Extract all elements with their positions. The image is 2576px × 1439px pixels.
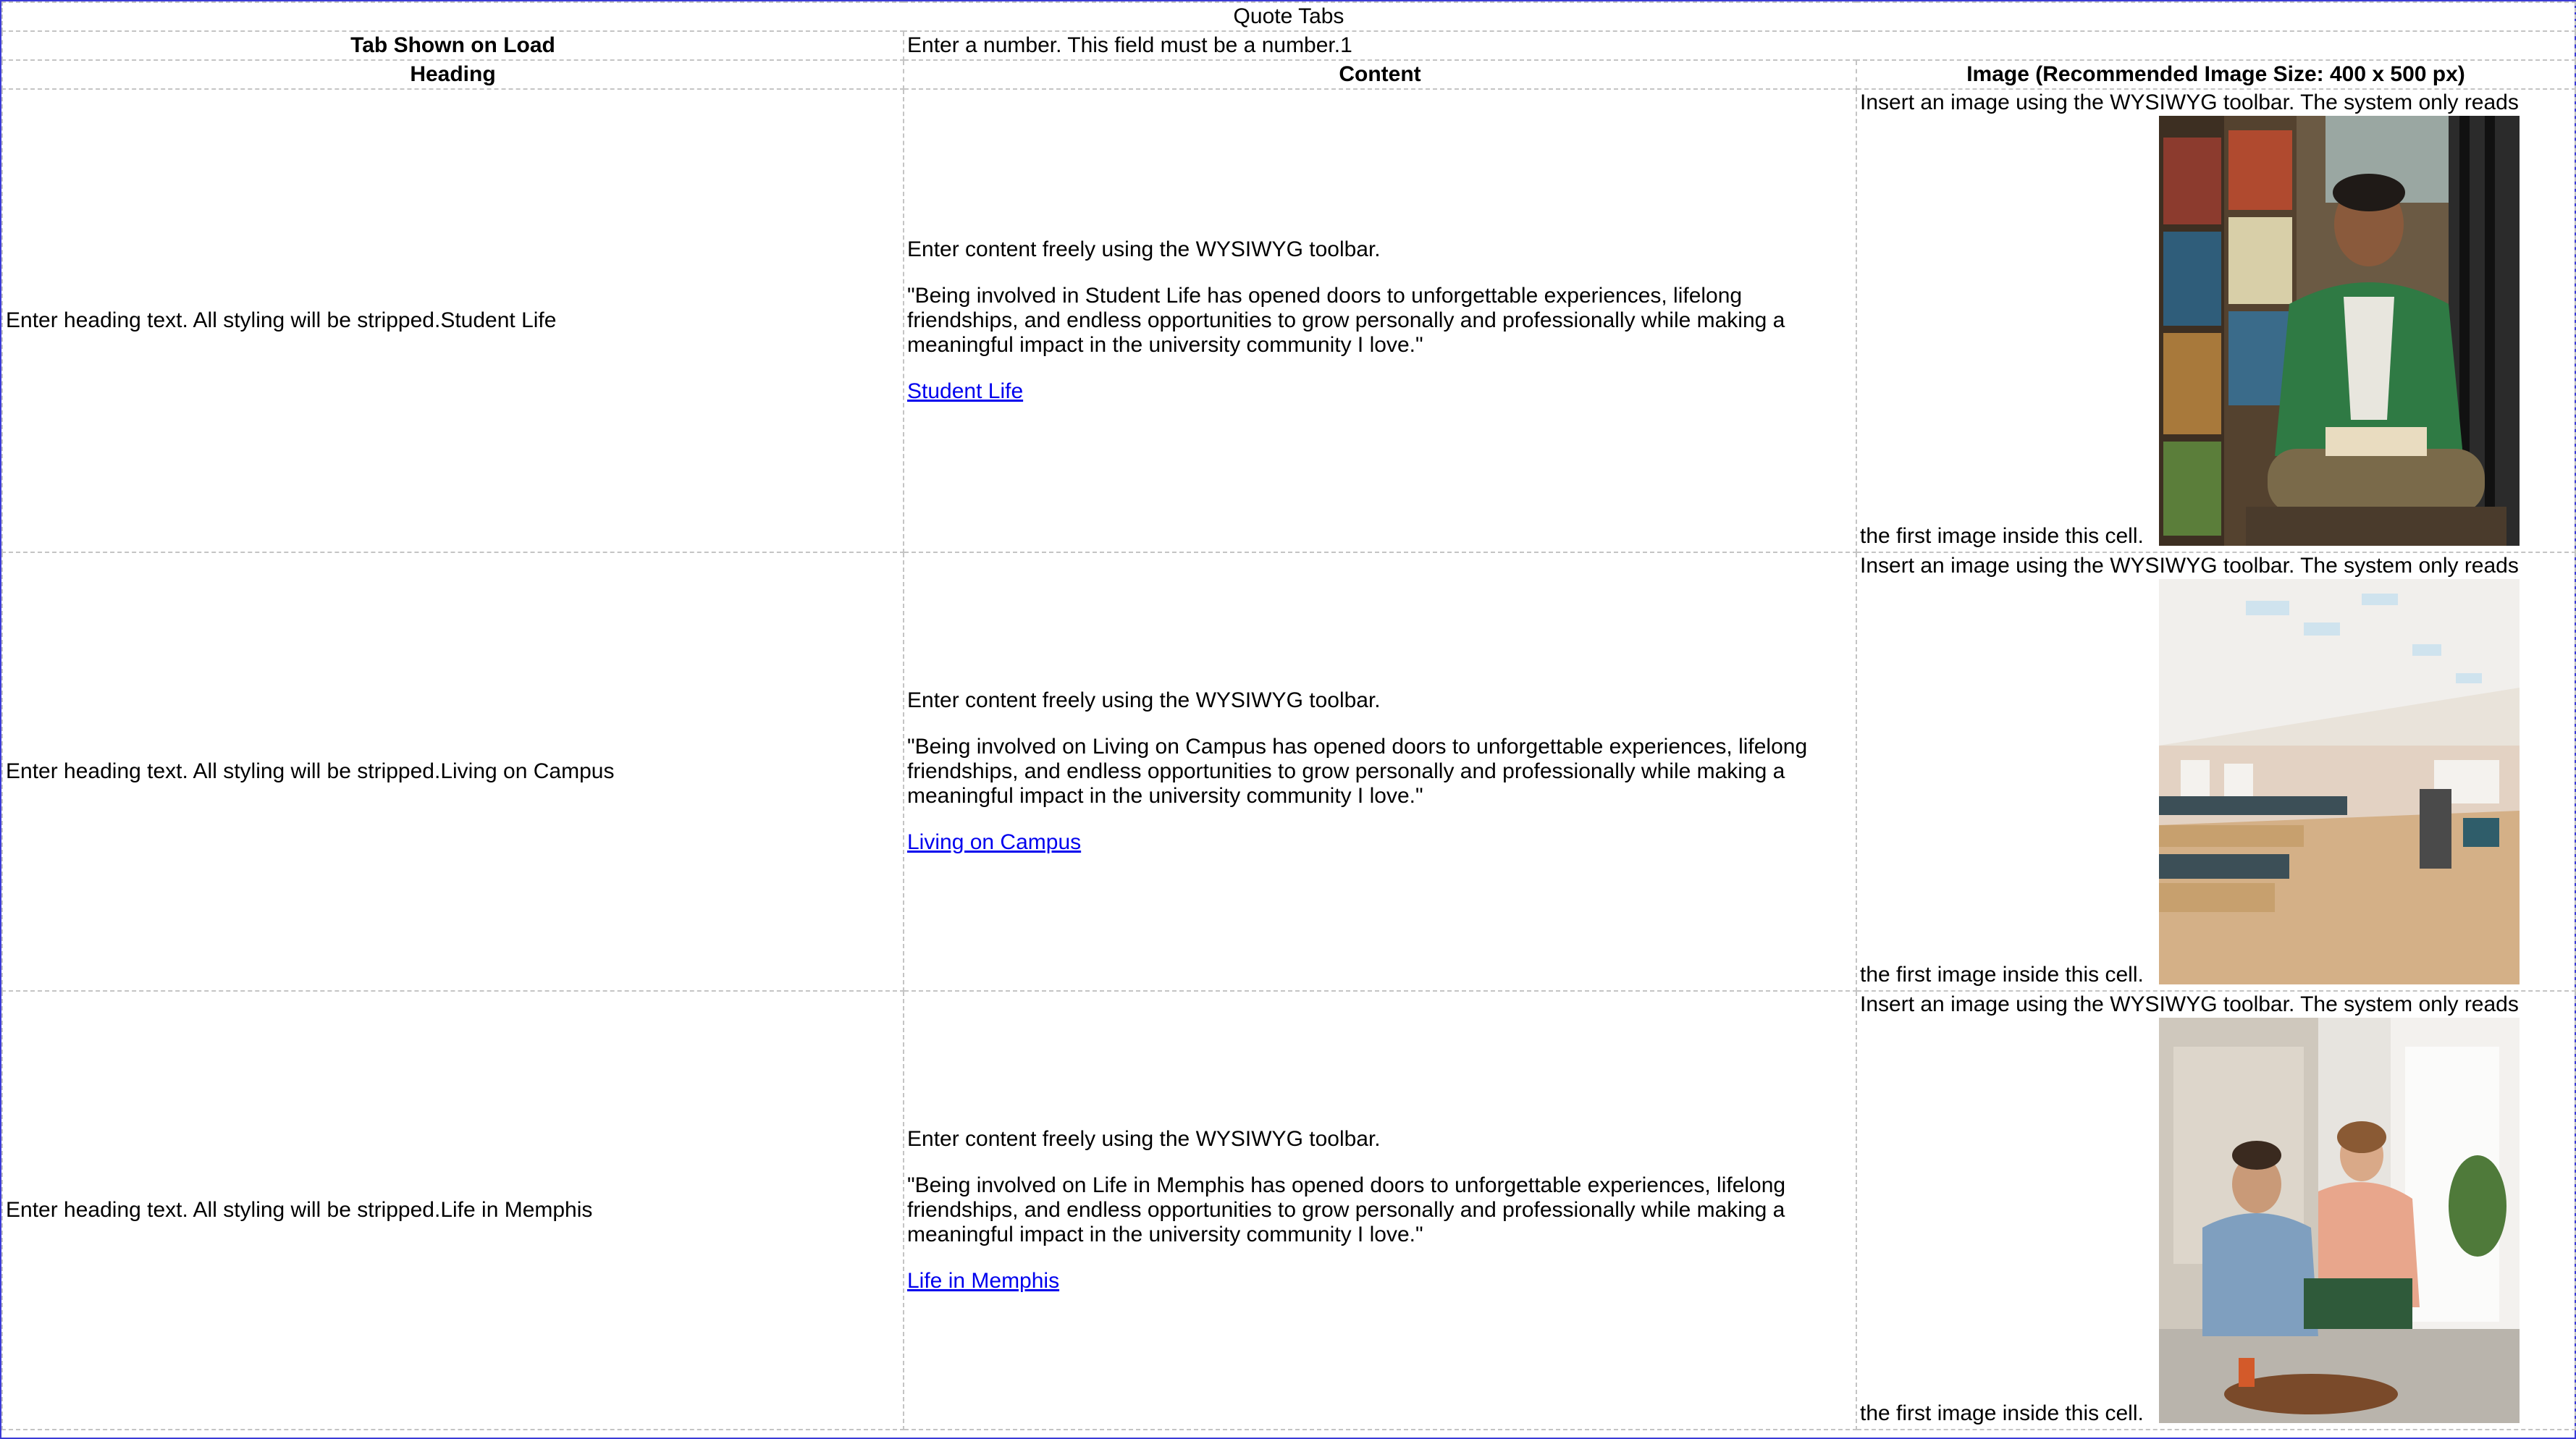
- image-cell[interactable]: [1856, 89, 2575, 552]
- content-intro: Enter content freely using the WYSIWYG toolbar.: [907, 1127, 1381, 1151]
- tab-link[interactable]: Life in Memphis: [907, 1269, 1060, 1293]
- image-note-bottom: the first image inside this cell.: [1860, 963, 2144, 987]
- image-cell[interactable]: [1856, 552, 2575, 991]
- table-row: [2, 991, 2575, 1430]
- table-row: [2, 552, 2575, 991]
- content-cell[interactable]: [904, 89, 1856, 552]
- quote-text: "Being involved on Living on Campus has opened doors to unforgettable experiences, lifelong friendships, and endless opportunities to grow personally and professionally while making a meaningful impact in the university community I love.": [907, 735, 1808, 808]
- title-row: [2, 2, 2575, 31]
- image-cell[interactable]: [1856, 991, 2575, 1430]
- column-header-row: [2, 60, 2575, 89]
- student-reading-photo[interactable]: [2159, 116, 2520, 546]
- content-intro: Enter content freely using the WYSIWYG toolbar.: [907, 237, 1381, 261]
- column-header-image: Image (Recommended Image Size: 400 x 500 px): [1856, 60, 2575, 89]
- quote-text: "Being involved in Student Life has opened doors to unforgettable experiences, lifelong friendships, and endless opportunities to grow personally and professionally while making a meaningful impact in the university community I love.": [907, 284, 1785, 357]
- tab-shown-on-load-value[interactable]: Enter a number. This field must be a number.1: [904, 31, 2575, 60]
- quote-tabs-table: [1, 1, 2576, 1430]
- image-note-top: Insert an image using the WYSIWYG toolbar. The system only reads: [1860, 90, 2519, 114]
- heading-cell[interactable]: Enter heading text. All styling will be stripped.Life in Memphis: [2, 991, 904, 1430]
- image-note-top: Insert an image using the WYSIWYG toolbar. The system only reads: [1860, 554, 2519, 578]
- column-header-content: Content: [904, 60, 1856, 89]
- students-studying-photo[interactable]: [2159, 1018, 2520, 1423]
- tab-link[interactable]: Student Life: [907, 379, 1024, 403]
- content-cell[interactable]: [904, 552, 1856, 991]
- content-cell[interactable]: [904, 991, 1856, 1430]
- content-intro: Enter content freely using the WYSIWYG toolbar.: [907, 688, 1381, 712]
- column-header-heading: Heading: [2, 60, 904, 89]
- image-note-bottom: the first image inside this cell.: [1860, 524, 2144, 548]
- heading-cell[interactable]: Enter heading text. All styling will be stripped.Student Life: [2, 89, 904, 552]
- image-note-top: Insert an image using the WYSIWYG toolbar. The system only reads: [1860, 992, 2519, 1016]
- table-row: [2, 89, 2575, 552]
- image-note-bottom: the first image inside this cell.: [1860, 1401, 2144, 1425]
- lecture-hall-photo[interactable]: [2159, 579, 2520, 984]
- tab-shown-on-load-label: Tab Shown on Load: [2, 31, 904, 60]
- tab-link[interactable]: Living on Campus: [907, 830, 1082, 854]
- table-title: Quote Tabs: [2, 2, 2575, 31]
- quote-text: "Being involved on Life in Memphis has opened doors to unforgettable experiences, lifelong friendships, and endless opportunities to grow personally and professionally while making a meaningful impact in the university community I love.": [907, 1173, 1786, 1246]
- tab-shown-on-load-row: [2, 31, 2575, 60]
- heading-cell[interactable]: Enter heading text. All styling will be stripped.Living on Campus: [2, 552, 904, 991]
